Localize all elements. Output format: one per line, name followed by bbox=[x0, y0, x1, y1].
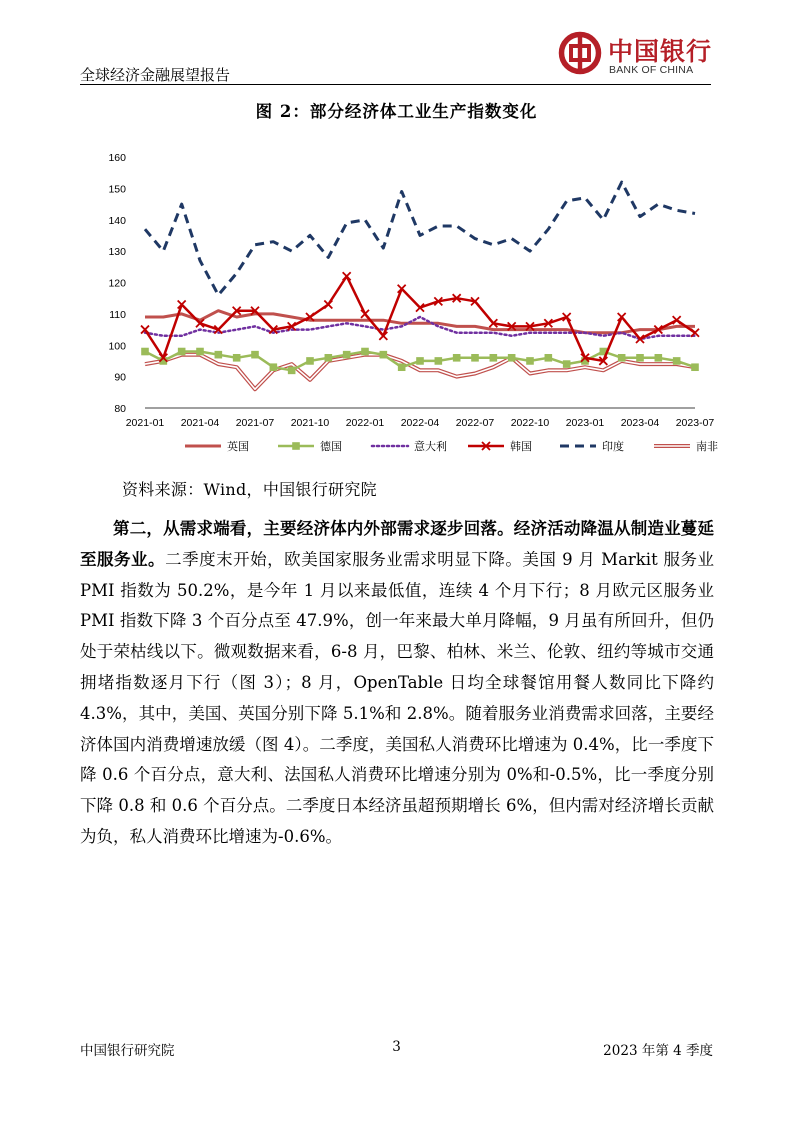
legend-label: 印度 bbox=[602, 441, 624, 453]
bank-logo bbox=[558, 31, 714, 81]
data-point-德国 bbox=[361, 348, 369, 356]
page-number: 3 bbox=[392, 1039, 401, 1055]
data-point-德国 bbox=[380, 351, 388, 359]
data-point-德国 bbox=[563, 360, 571, 368]
x-tick-label: 2021-04 bbox=[180, 417, 220, 429]
x-tick-label: 2023-04 bbox=[620, 417, 660, 429]
data-point-德国 bbox=[655, 354, 663, 362]
y-tick-label: 150 bbox=[108, 183, 126, 196]
y-tick-label: 140 bbox=[108, 214, 126, 227]
x-tick-label: 2022-04 bbox=[400, 417, 440, 429]
header-divider bbox=[80, 84, 711, 85]
legend-label: 南非 bbox=[696, 441, 718, 453]
series-line-印度 bbox=[145, 182, 695, 295]
data-point-德国 bbox=[545, 354, 553, 362]
data-point-德国 bbox=[416, 357, 424, 365]
y-tick-label: 110 bbox=[109, 308, 126, 321]
data-point-韩国 bbox=[343, 272, 351, 280]
y-tick-label: 130 bbox=[108, 246, 126, 259]
data-point-德国 bbox=[288, 367, 296, 375]
logo-text-cn: 中国银行 bbox=[608, 37, 713, 66]
data-point-韩国 bbox=[673, 316, 681, 324]
data-point-德国 bbox=[508, 354, 516, 362]
report-title: 全球经济金融展望报告 bbox=[80, 66, 231, 84]
lead-sentence: 第二，从需求端看，主要经济体内外部需求逐步回落。经济活动降温从制造业蔓延至服务业。 bbox=[80, 519, 714, 569]
x-tick-label: 2022-10 bbox=[510, 417, 550, 429]
data-point-德国 bbox=[233, 354, 241, 362]
bank-of-china-emblem-icon bbox=[558, 31, 602, 75]
figure-title: 图 2：部分经济体工业生产指数变化 bbox=[255, 102, 538, 121]
data-point-德国 bbox=[636, 354, 644, 362]
data-point-德国 bbox=[343, 351, 351, 359]
industrial-production-chart bbox=[90, 140, 718, 465]
y-tick-label: 90 bbox=[114, 371, 126, 384]
x-tick-label: 2021-01 bbox=[125, 417, 165, 429]
paragraph-text: 二季度末开始，欧美国家服务业需求明显下降。美国 9 月 Markit 服务业 PMI 指数为 50.2%，是今年 1 月以来最低值，连续 4 个月下行；8 月欧元区服务业 PMI 指数下降 3 个百分点至 47.9%，创一年来最大单月降幅，9 月虽有所回升，但仍处于荣枯线以下。微观数据来看，6-8 月，巴黎、柏林、米兰、伦敦、纽约等城市交通拥堵指数逐月下行（图 3）；8 月，OpenTable 日均全球餐馆用餐人数同比下降约 4.3%，其中，美国、英国分别下降 5.1%和 2.8%。随着服务业消费需求回落，主要经济体国内消费增速放缓（图 4）。二季度，美国私人消费环比增速为 0.4%，比一季度下降 0.6 个百分点，意大利、法国私人消费环比增速分别为 0%和-0.5%，比一季度分别下降 0.8 和 0.6 个百分点。二季度日本经济虽超预期增长 6%，但内需对经济增长贡献为负，私人消费环比增速为-0.6%。 bbox=[80, 549, 714, 846]
data-point-德国 bbox=[490, 354, 498, 362]
x-tick-label: 2023-01 bbox=[565, 417, 605, 429]
logo-text-en: BANK OF CHINA bbox=[609, 64, 694, 76]
data-point-德国 bbox=[325, 354, 333, 362]
data-point-德国 bbox=[306, 357, 314, 365]
data-point-德国 bbox=[215, 351, 223, 359]
x-tick-label: 2022-01 bbox=[345, 417, 385, 429]
data-point-德国 bbox=[398, 363, 406, 371]
footer-period: 2023 年第 4 季度 bbox=[603, 1043, 713, 1059]
x-tick-label: 2023-07 bbox=[675, 417, 715, 429]
y-tick-label: 160 bbox=[108, 152, 126, 164]
data-point-韩国 bbox=[324, 300, 332, 308]
figure-source: 资料来源：Wind，中国银行研究院 bbox=[122, 480, 377, 499]
legend-label: 意大利 bbox=[414, 441, 447, 453]
data-point-德国 bbox=[141, 348, 149, 356]
legend-label: 英国 bbox=[227, 441, 249, 453]
data-point-德国 bbox=[691, 363, 699, 371]
x-tick-label: 2021-10 bbox=[290, 417, 330, 429]
data-point-德国 bbox=[618, 354, 626, 362]
y-tick-label: 80 bbox=[114, 403, 126, 415]
legend-label: 韩国 bbox=[510, 441, 532, 453]
data-point-德国 bbox=[471, 354, 479, 362]
x-tick-label: 2022-07 bbox=[455, 417, 495, 429]
data-point-德国 bbox=[196, 348, 204, 356]
data-point-德国 bbox=[435, 357, 443, 365]
y-tick-label: 100 bbox=[108, 340, 126, 353]
y-tick-label: 120 bbox=[108, 277, 126, 290]
data-point-德国 bbox=[178, 348, 186, 356]
data-point-德国 bbox=[453, 354, 461, 362]
body-paragraph bbox=[80, 514, 714, 853]
legend-label: 德国 bbox=[320, 441, 342, 453]
legend-marker-德国 bbox=[292, 442, 300, 450]
data-point-德国 bbox=[251, 351, 259, 359]
data-point-德国 bbox=[270, 363, 278, 371]
data-point-德国 bbox=[673, 357, 681, 365]
data-point-德国 bbox=[526, 357, 534, 365]
series-line-韩国 bbox=[145, 276, 695, 361]
footer-institution: 中国银行研究院 bbox=[80, 1043, 175, 1059]
x-tick-label: 2021-07 bbox=[235, 417, 275, 429]
